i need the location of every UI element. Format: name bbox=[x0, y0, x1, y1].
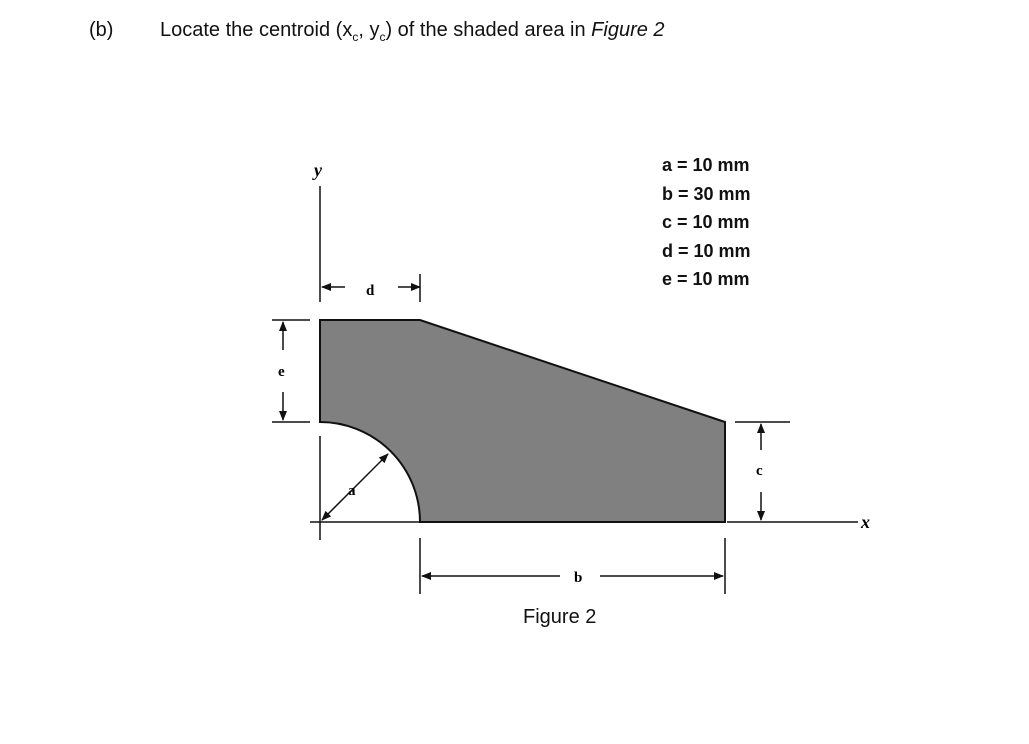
subscript-c-2: c bbox=[379, 30, 386, 44]
question-text-part1: Locate the centroid (x bbox=[160, 19, 353, 41]
question-text-part2: , y bbox=[358, 19, 380, 41]
dimension-e: e = 10 mm bbox=[662, 269, 750, 289]
x-axis-label: x bbox=[861, 512, 870, 532]
subscript-c-1: c bbox=[352, 30, 359, 44]
dim-e-label: e bbox=[278, 364, 285, 380]
dim-c-label: c bbox=[756, 463, 763, 479]
figure-caption: Figure 2 bbox=[523, 606, 597, 628]
dimension-list bbox=[662, 151, 751, 294]
dim-a-label: a bbox=[348, 483, 356, 499]
dimension-c: c = 10 mm bbox=[662, 212, 750, 232]
dimension-b: b = 30 mm bbox=[662, 183, 751, 204]
dimension-a: a = 10 mm bbox=[662, 155, 750, 175]
question-label: (b) bbox=[89, 19, 114, 41]
dimension-d: d = 10 mm bbox=[662, 240, 751, 261]
figure-reference: Figure 2 bbox=[591, 19, 665, 41]
y-axis-label: y bbox=[314, 160, 322, 180]
shaded-area bbox=[320, 320, 725, 522]
question-text-part3: ) of the shaded area in bbox=[385, 19, 592, 41]
dim-d-label: d bbox=[366, 283, 375, 299]
dim-b-label: b bbox=[574, 570, 583, 586]
